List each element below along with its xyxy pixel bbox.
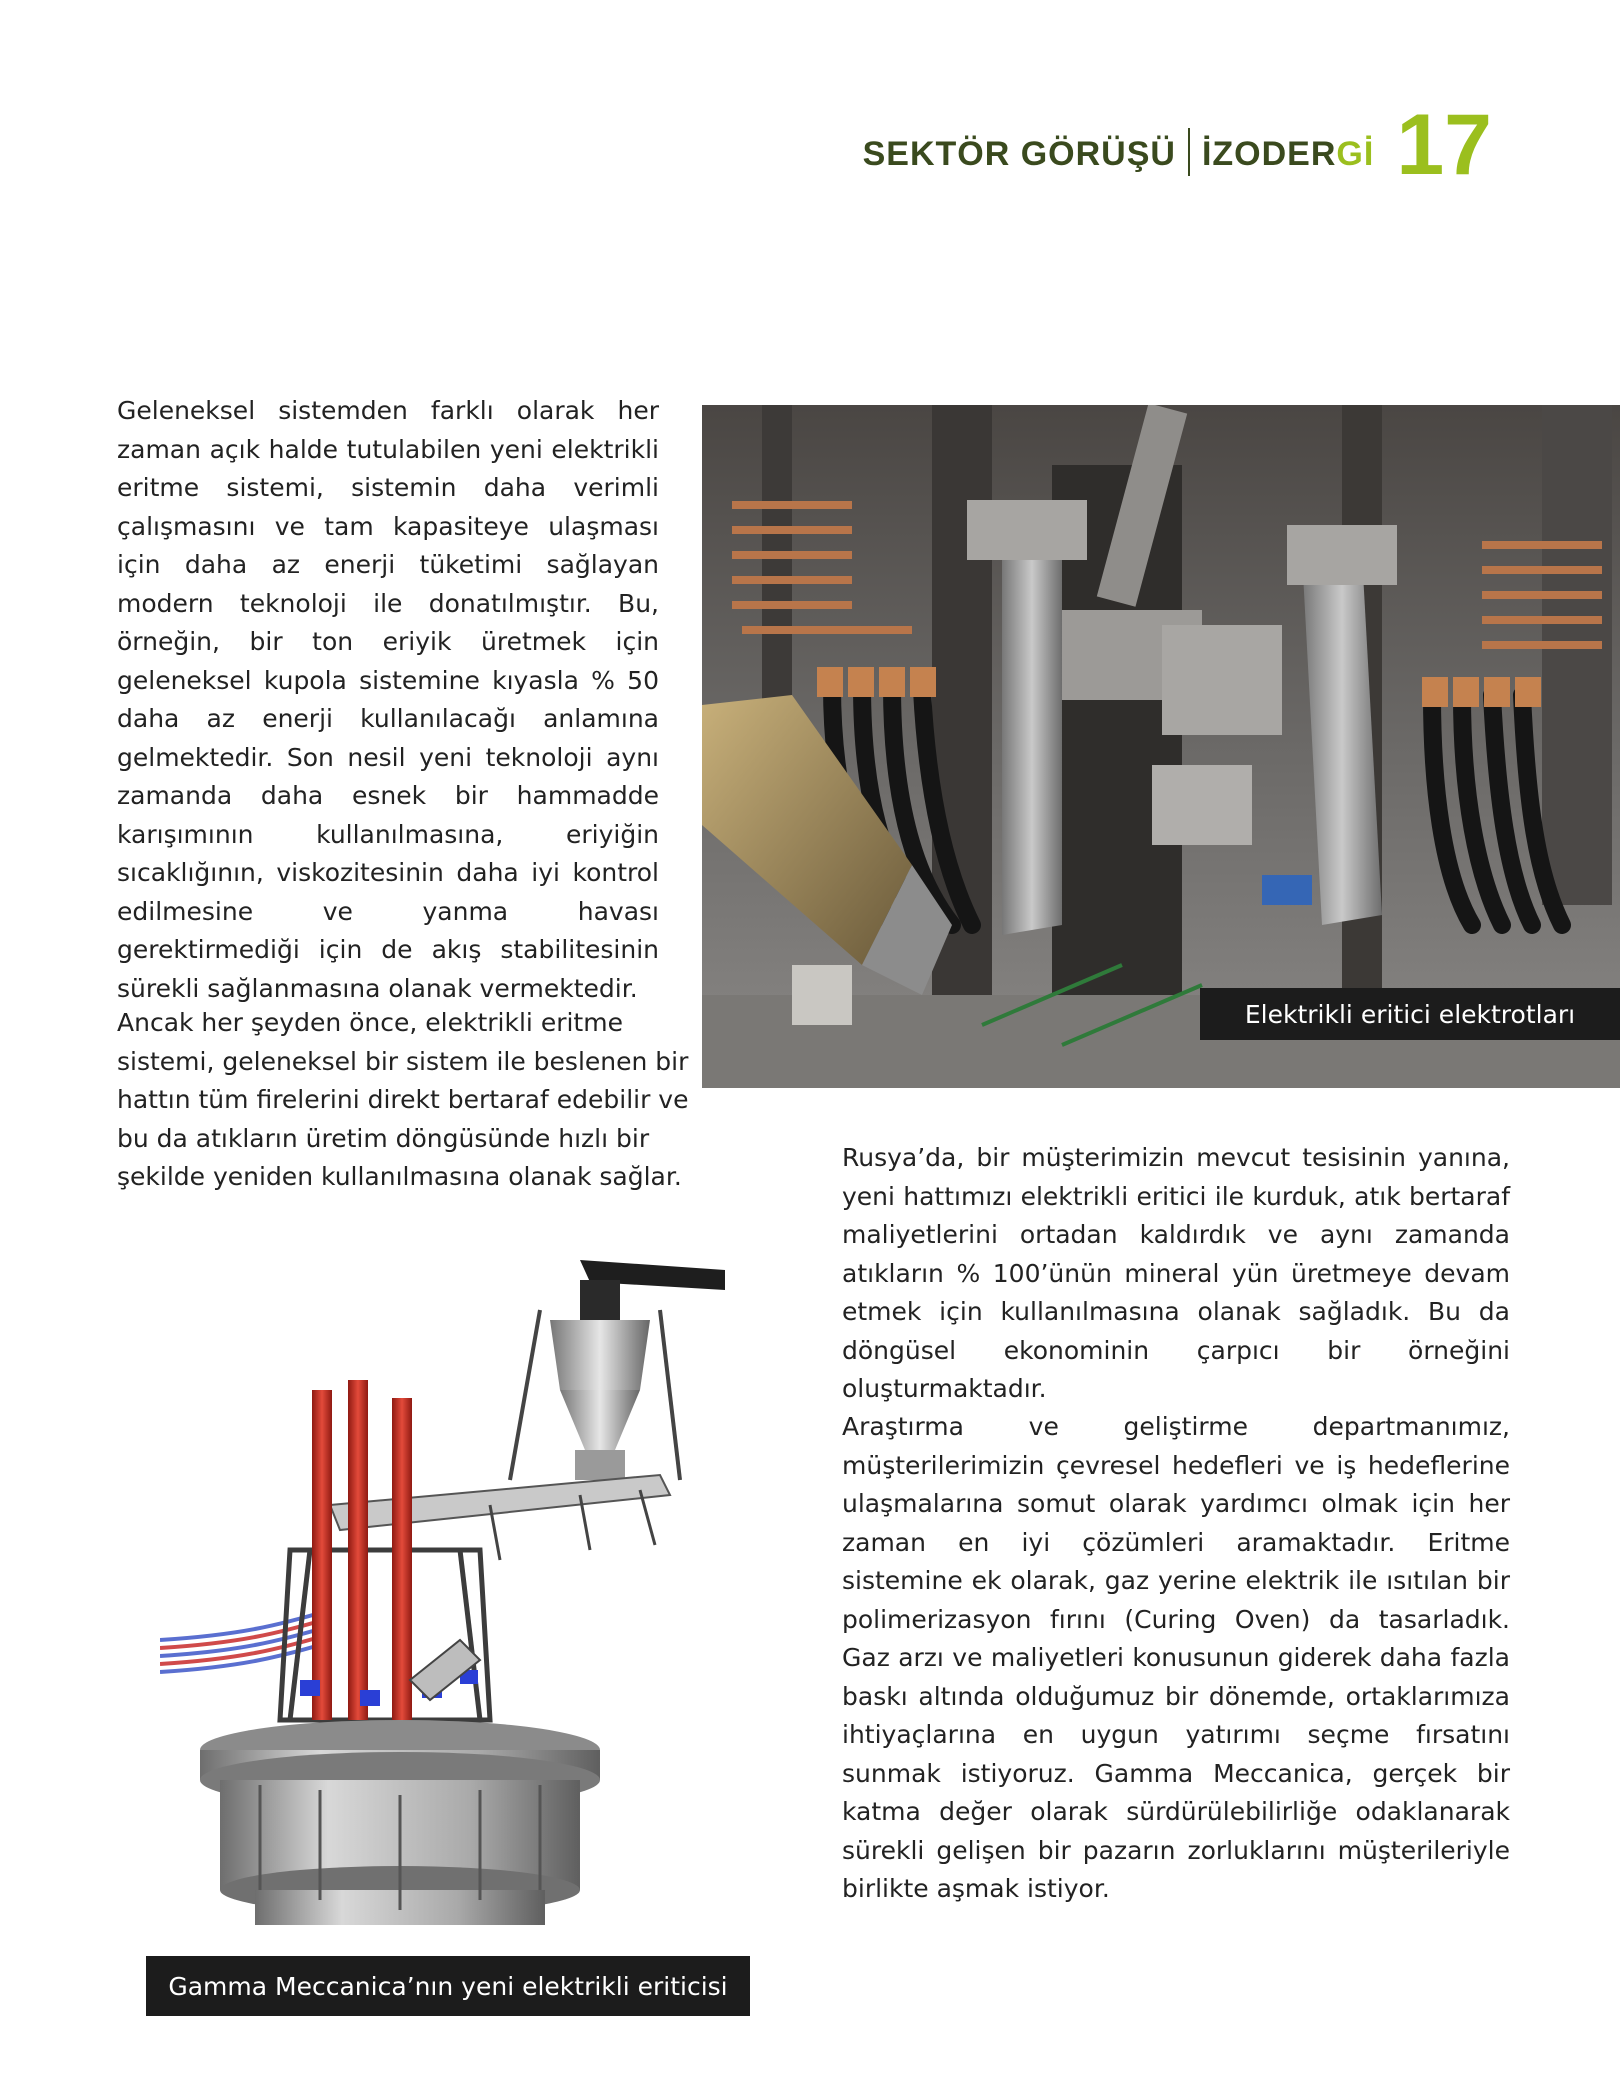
photo-caption: Elektrikli eritici elektrotları <box>1200 988 1620 1040</box>
article-paragraph-3 <box>842 1139 1510 1409</box>
page-number: 17 <box>1396 97 1492 193</box>
magazine-logo <box>1202 135 1374 188</box>
article-paragraph-1 <box>117 392 659 1008</box>
magazine-name: İZODER <box>1201 135 1337 173</box>
paragraph-text: Araştırma ve geliştirme departmanımız, müşterilerimizin çevresel hedefleri ve iş hedeflerine ulaşmalarına somut olarak yardımcı olmak için her zaman en iyi çözümleri aramaktadır. Eritme sistemine ek olarak, gaz yerine elektrik ile ısıtılan bir polimerizasyon fırını (Curing Oven) da tasarladık. Gaz arzı ve maliyetleri konusunun giderek daha fazla baskı altında olduğumuz bir dönemde, ortaklarımıza ihtiyaçlarına en uygun yatırımı seçme fırsatını sunmak istiyoruz. Gamma Meccanica, gerçek bir katma değer olarak sürdürülebilirliğe odaklanarak sürekli gelişen bir pazarın zorluklarını müşterileriyle birlikte aşmak istiyor. <box>842 1412 1510 1903</box>
melter-render <box>160 1250 740 1940</box>
render-caption: Gamma Meccanica’nın yeni elektrikli eriticisi <box>146 1956 750 2016</box>
page-header <box>862 97 1492 193</box>
article-paragraph-4 <box>842 1408 1510 1909</box>
article-paragraph-2 <box>117 1004 707 1197</box>
paragraph-text: Rusya’da, bir müşterimizin mevcut tesisinin yanına, yeni hattımızı elektrikli eritici ile kurduk, atık bertaraf maliyetlerini ortadan kaldırdık ve aynı zamanda atıkların % 100’ünün mineral yün üretmeye devam etmek için kullanılmasına olanak sağladık. Bu da döngüsel ekonominin çarpıcı bir örneğini oluşturmaktadır. <box>842 1143 1510 1403</box>
paragraph-text: Geleneksel sistemden farklı olarak her zaman açık halde tutulabilen yeni elektrikli eritme sistemi, sistemin daha verimli çalışmasını ve tam kapasiteye ulaşması için daha az enerji tüketimi sağlayan modern teknoloji ile donatılmıştır. Bu, örneğin, bir ton eriyik üretmek için geleneksel kupola sistemine kıyasla % 50 daha az enerji kullanılacağı anlamına gelmektedir. Son nesil yeni teknoloji aynı zamanda daha esnek bir hammadde karışımının kullanılmasına, eriyiğin sıcaklığının, viskozitesinin daha iyi kontrol edilmesine ve yanma havası gerektirmediği için de akış stabilitesinin sürekli sağlanmasına olanak vermektedir. <box>117 396 659 1003</box>
photo-illustration <box>702 405 1620 1088</box>
magazine-name-accent: Gİ <box>1336 135 1375 173</box>
section-title: SEKTÖR GÖRÜŞÜ <box>862 135 1176 173</box>
header-divider <box>1188 128 1190 176</box>
electrode-photo <box>702 405 1620 1088</box>
render-illustration <box>160 1250 740 1940</box>
paragraph-text: Ancak her şeyden önce, elektrikli eritme sistemi, geleneksel bir sistem ile beslenen bir hattın tüm firelerini direkt bertaraf edebilir ve bu da atıkların üretim döngüsünde hızlı bir şekilde yeniden kullanılmasına olanak sağlar. <box>117 1008 689 1191</box>
